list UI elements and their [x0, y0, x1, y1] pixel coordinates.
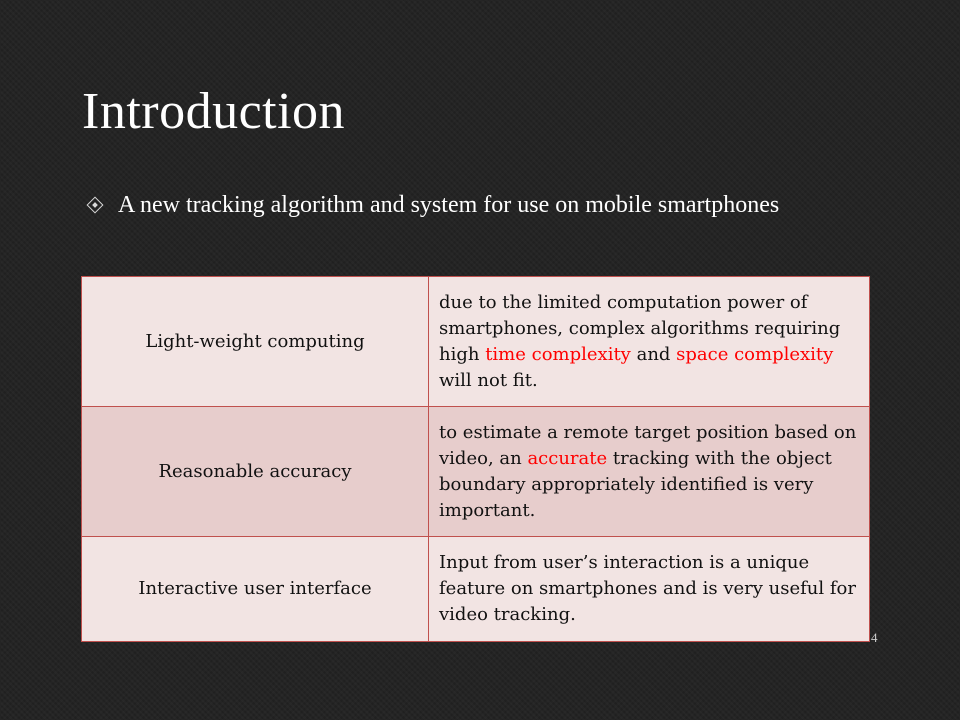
- feature-cell: Light-weight computing: [82, 277, 429, 407]
- description-cell: [429, 407, 870, 537]
- description-text: due to the limited computation power of smartphones, complex algorithms requiring high: [439, 291, 841, 365]
- table-row: [82, 277, 870, 407]
- page-number: 4: [871, 630, 878, 645]
- diamond-bullet-icon: [86, 196, 104, 214]
- bullet-item: [86, 190, 806, 220]
- highlighted-term: space complexity: [676, 343, 834, 365]
- description-text: and: [630, 343, 677, 365]
- slide-title: Introduction: [82, 83, 346, 140]
- highlighted-term: time complexity: [485, 343, 631, 365]
- description-cell: [429, 537, 870, 642]
- feature-cell: Interactive user interface: [82, 537, 429, 642]
- description-cell: [429, 277, 870, 407]
- description-text: to estimate a remote target position based on video, an: [439, 421, 857, 469]
- description-text: will not fit.: [439, 369, 538, 391]
- table-row: [82, 407, 870, 537]
- feature-cell: Reasonable accuracy: [82, 407, 429, 537]
- bullet-text: A new tracking algorithm and system for use on mobile smartphones: [118, 192, 780, 218]
- table-row: [82, 537, 870, 642]
- highlighted-term: accurate: [527, 447, 608, 469]
- description-text: tracking with the object boundary appropriately identified is very important.: [439, 447, 832, 521]
- description-text: Input from user’s interaction is a unique feature on smartphones and is very useful for video tracking.: [439, 552, 856, 625]
- features-table: [81, 276, 870, 642]
